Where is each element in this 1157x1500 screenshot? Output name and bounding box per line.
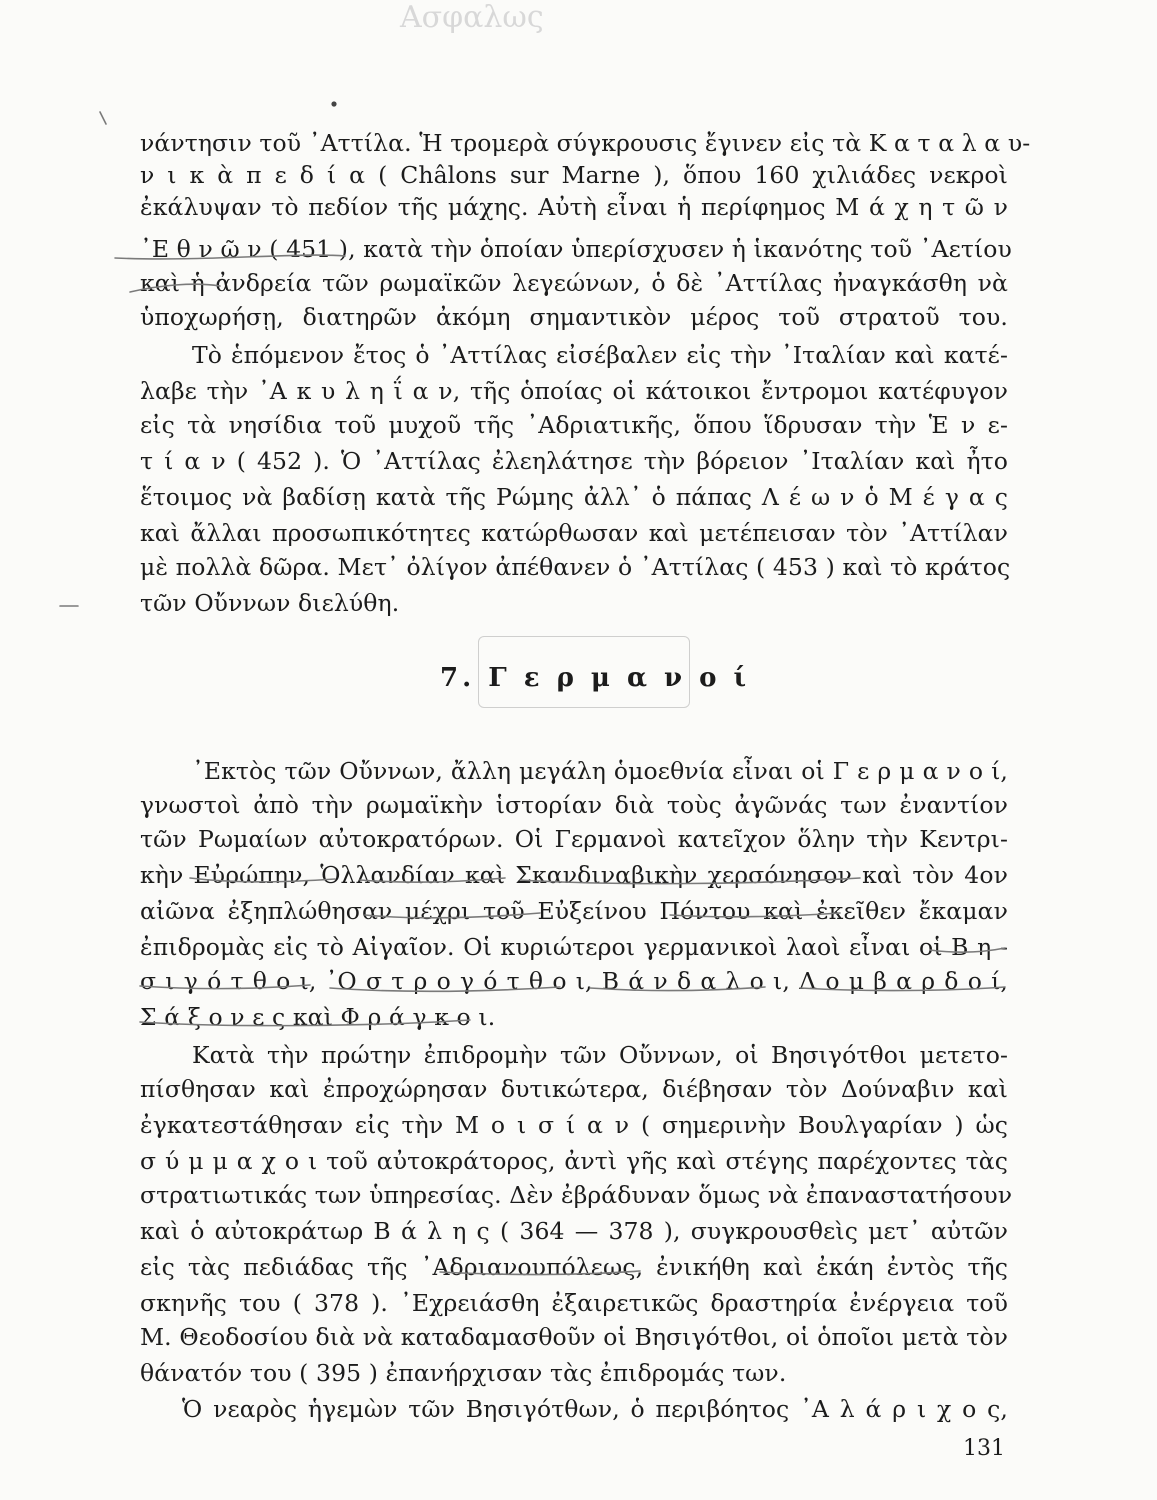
text-line: κὴν Εὐρώπην, Ὁλλανδίαν καὶ Σκανδιναβικὴν χερσόνησον καὶ τὸν 4ον xyxy=(140,861,1008,889)
bleed-through-mark: Ασφαλως xyxy=(400,0,544,35)
text-line: Μ. Θεοδοσίου διὰ νὰ καταδαμασθοῦν οἱ Βησιγότθοι, οἱ ὁποῖοι μετὰ τὸν xyxy=(140,1323,1008,1351)
text-line: αἰῶνα ἐξηπλώθησαν μέχρι τοῦ Εὐξείνου Πόντου καὶ ἐκεῖθεν ἔκαμαν xyxy=(140,897,1008,925)
text-line: Ὁ νεαρὸς ἡγεμὼν τῶν Βησιγότθων, ὁ περιβόητος ᾿Α λ ά ρ ι χ ο ς, xyxy=(182,1395,1008,1423)
text-line: καὶ ὁ αὐτοκράτωρ Β ά λ η ς ( 364 — 378 ), συγκρουσθεὶς μετ᾿ αὐτῶν xyxy=(140,1217,1008,1245)
text-line: σ ύ μ μ α χ ο ι τοῦ αὐτοκράτορος, ἀντὶ γῆς καὶ στέγης παρέχοντες τὰς xyxy=(140,1147,1008,1175)
text-line: ᾿Εκτὸς τῶν Οὔννων, ἄλλη μεγάλη ὁμοεθνία εἶναι οἱ Γ ε ρ μ α ν ο ί, xyxy=(192,757,1008,785)
text-line: θάνατόν του ( 395 ) ἐπανήρχισαν τὰς ἐπιδρομάς των. xyxy=(140,1359,787,1387)
text-line: καὶ ἡ ἀνδρεία τῶν ρωμαϊκῶν λεγεώνων, ὁ δὲ ᾿Αττίλας ἠναγκάσθη νὰ xyxy=(140,269,1008,297)
text-line: Κατὰ τὴν πρώτην ἐπιδρομὴν τῶν Οὔννων, οἱ Βησιγότθοι μετετο- xyxy=(192,1041,1008,1069)
text-line: πίσθησαν καὶ ἐπροχώρησαν δυτικώτερα, διέβησαν τὸν Δούναβιν καὶ xyxy=(140,1075,1008,1103)
text-line: σ ι γ ό τ θ ο ι, ᾿Ο σ τ ρ ο γ ό τ θ ο ι, Β ά ν δ α λ ο ι, Λ ο μ β α ρ δ ο ί, xyxy=(140,967,1008,995)
text-line: μὲ πολλὰ δῶρα. Μετ᾿ ὀλίγον ἀπέθανεν ὁ ᾿Αττίλας ( 453 ) καὶ τὸ κράτος xyxy=(140,553,1011,581)
text-line: ἕτοιμος νὰ βαδίσῃ κατὰ τῆς Ρώμης ἀλλ᾿ ὁ πάπας Λ έ ω ν ὁ Μ έ γ α ς xyxy=(140,483,1008,511)
text-line: λαβε τὴν ᾿Α κ υ λ η ΐ α ν, τῆς ὁποίας οἱ κάτοικοι ἔντρομοι κατέφυγον xyxy=(140,377,1008,405)
text-line: καὶ ἄλλαι προσωπικότητες κατώρθωσαν καὶ μετέπεισαν τὸν ᾿Αττίλαν xyxy=(140,519,1008,547)
text-line: εἰς τὰ νησίδια τοῦ μυχοῦ τῆς ᾿Αδριατικῆς, ὅπου ἵδρυσαν τὴν Ἑ ν ε- xyxy=(140,411,1008,439)
text-line: τῶν Οὔννων διελύθη. xyxy=(140,589,400,617)
text-line: ὑποχωρήσῃ, διατηρῶν ἀκόμη σημαντικὸν μέρος τοῦ στρατοῦ του. xyxy=(140,303,1008,331)
text-line: Σ ά ξ ο ν ε ς καὶ Φ ρ ά γ κ ο ι. xyxy=(140,1003,496,1031)
page-number: 131 xyxy=(963,1436,1005,1461)
text-line: ἐπιδρομὰς εἰς τὸ Αἰγαῖον. Οἱ κυριώτεροι γερμανικοὶ λαοὶ εἶναι οἱ Β η - xyxy=(140,933,1008,961)
text-line: στρατιωτικάς των ὑπηρεσίας. Δὲν ἐβράδυναν ὅμως νὰ ἐπαναστατήσουν xyxy=(140,1181,1013,1209)
text-line: ἐγκατεστάθησαν εἰς τὴν Μ ο ι σ ί α ν ( σημερινὴν Βουλγαρίαν ) ὡς xyxy=(140,1111,1008,1139)
text-line: γνωστοὶ ἀπὸ τὴν ρωμαϊκὴν ἱστορίαν διὰ τοὺς ἀγῶνάς των ἐναντίον xyxy=(140,791,1008,819)
section-heading: 7. Γ ε ρ μ α ν ο ί xyxy=(440,663,751,693)
tick-mark xyxy=(100,112,106,124)
text-line: ν ι κ ὰ π ε δ ί α ( Châlons sur Marne ), ὅπου 160 χιλιάδες νεκροὶ xyxy=(140,161,1008,189)
text-line: εἰς τὰς πεδιάδας τῆς ᾿Αδριανουπόλεως, ἐνικήθη καὶ ἐκάη ἐντὸς τῆς xyxy=(140,1253,1008,1281)
text-line: σκηνῆς του ( 378 ). ᾿Εχρειάσθη ἐξαιρετικῶς δραστηρία ἐνέργεια τοῦ xyxy=(140,1289,1008,1317)
text-line: ἐκάλυψαν τὸ πεδίον τῆς μάχης. Αὐτὴ εἶναι ἡ περίφημος Μ ά χ η τ ῶ ν xyxy=(140,193,1008,221)
text-line: τῶν Ρωμαίων αὐτοκρατόρων. Οἱ Γερμανοὶ κατεῖχον ὅλην τὴν Κεντρι- xyxy=(140,825,1008,853)
text-line: ᾿Ε θ ν ῶ ν ( 451 ), κατὰ τὴν ὁποίαν ὑπερίσχυσεν ἡ ἱκανότης τοῦ ᾿Αετίου xyxy=(140,235,1012,263)
text-line: Τὸ ἑπόμενον ἔτος ὁ ᾿Αττίλας εἰσέβαλεν εἰς τὴν ᾿Ιταλίαν καὶ κατέ- xyxy=(192,341,1008,369)
text-line: τ ί α ν ( 452 ). Ὁ ᾿Αττίλας ἐλεηλάτησε τὴν βόρειον ᾿Ιταλίαν καὶ ἦτο xyxy=(140,447,1008,475)
dot-mark xyxy=(331,101,336,106)
text-line: νάντησιν τοῦ ᾿Αττίλα. Ἡ τρομερὰ σύγκρουσις ἔγινεν εἰς τὰ Κ α τ α λ α υ- xyxy=(140,129,1031,157)
